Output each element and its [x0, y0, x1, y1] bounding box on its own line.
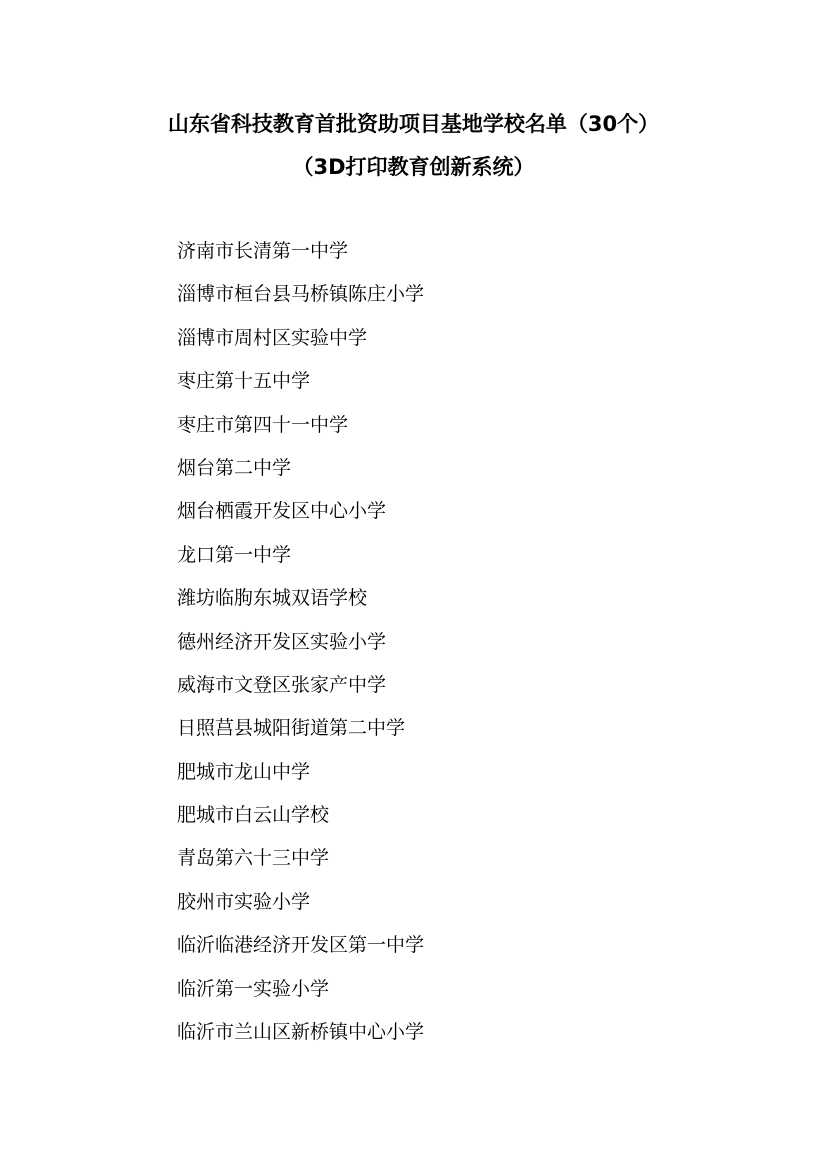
list-item: 淄博市周村区实验中学 — [177, 326, 368, 349]
list-item: 潍坊临朐东城双语学校 — [177, 587, 368, 610]
list-item: 德州经济开发区实验小学 — [177, 630, 387, 653]
list-item: 枣庄第十五中学 — [177, 370, 311, 393]
list-item: 肥城市龙山中学 — [177, 760, 311, 783]
document-subtitle: （3D打印教育创新系统） — [292, 155, 535, 179]
list-item: 胶州市实验小学 — [177, 890, 311, 913]
list-item: 淄博市桓台县马桥镇陈庄小学 — [177, 283, 425, 306]
list-item: 临沂第一实验小学 — [177, 977, 330, 1000]
list-item: 临沂临港经济开发区第一中学 — [177, 934, 425, 957]
list-item: 临沂市兰山区新桥镇中心小学 — [177, 1021, 425, 1044]
list-item: 济南市长清第一中学 — [177, 240, 349, 262]
list-item: 肥城市白云山学校 — [177, 804, 330, 827]
list-item: 日照莒县城阳街道第二中学 — [177, 717, 406, 740]
list-item: 威海市文登区张家产中学 — [177, 673, 387, 696]
document-title: 山东省科技教育首批资助项目基地学校名单（30个） — [167, 112, 660, 136]
list-item: 青岛第六十三中学 — [177, 847, 330, 870]
list-item: 龙口第一中学 — [177, 543, 292, 566]
list-item: 烟台第二中学 — [177, 456, 292, 479]
school-list — [177, 236, 424, 1060]
list-item: 烟台栖霞开发区中心小学 — [177, 500, 387, 523]
list-item: 枣庄市第四十一中学 — [177, 413, 349, 436]
